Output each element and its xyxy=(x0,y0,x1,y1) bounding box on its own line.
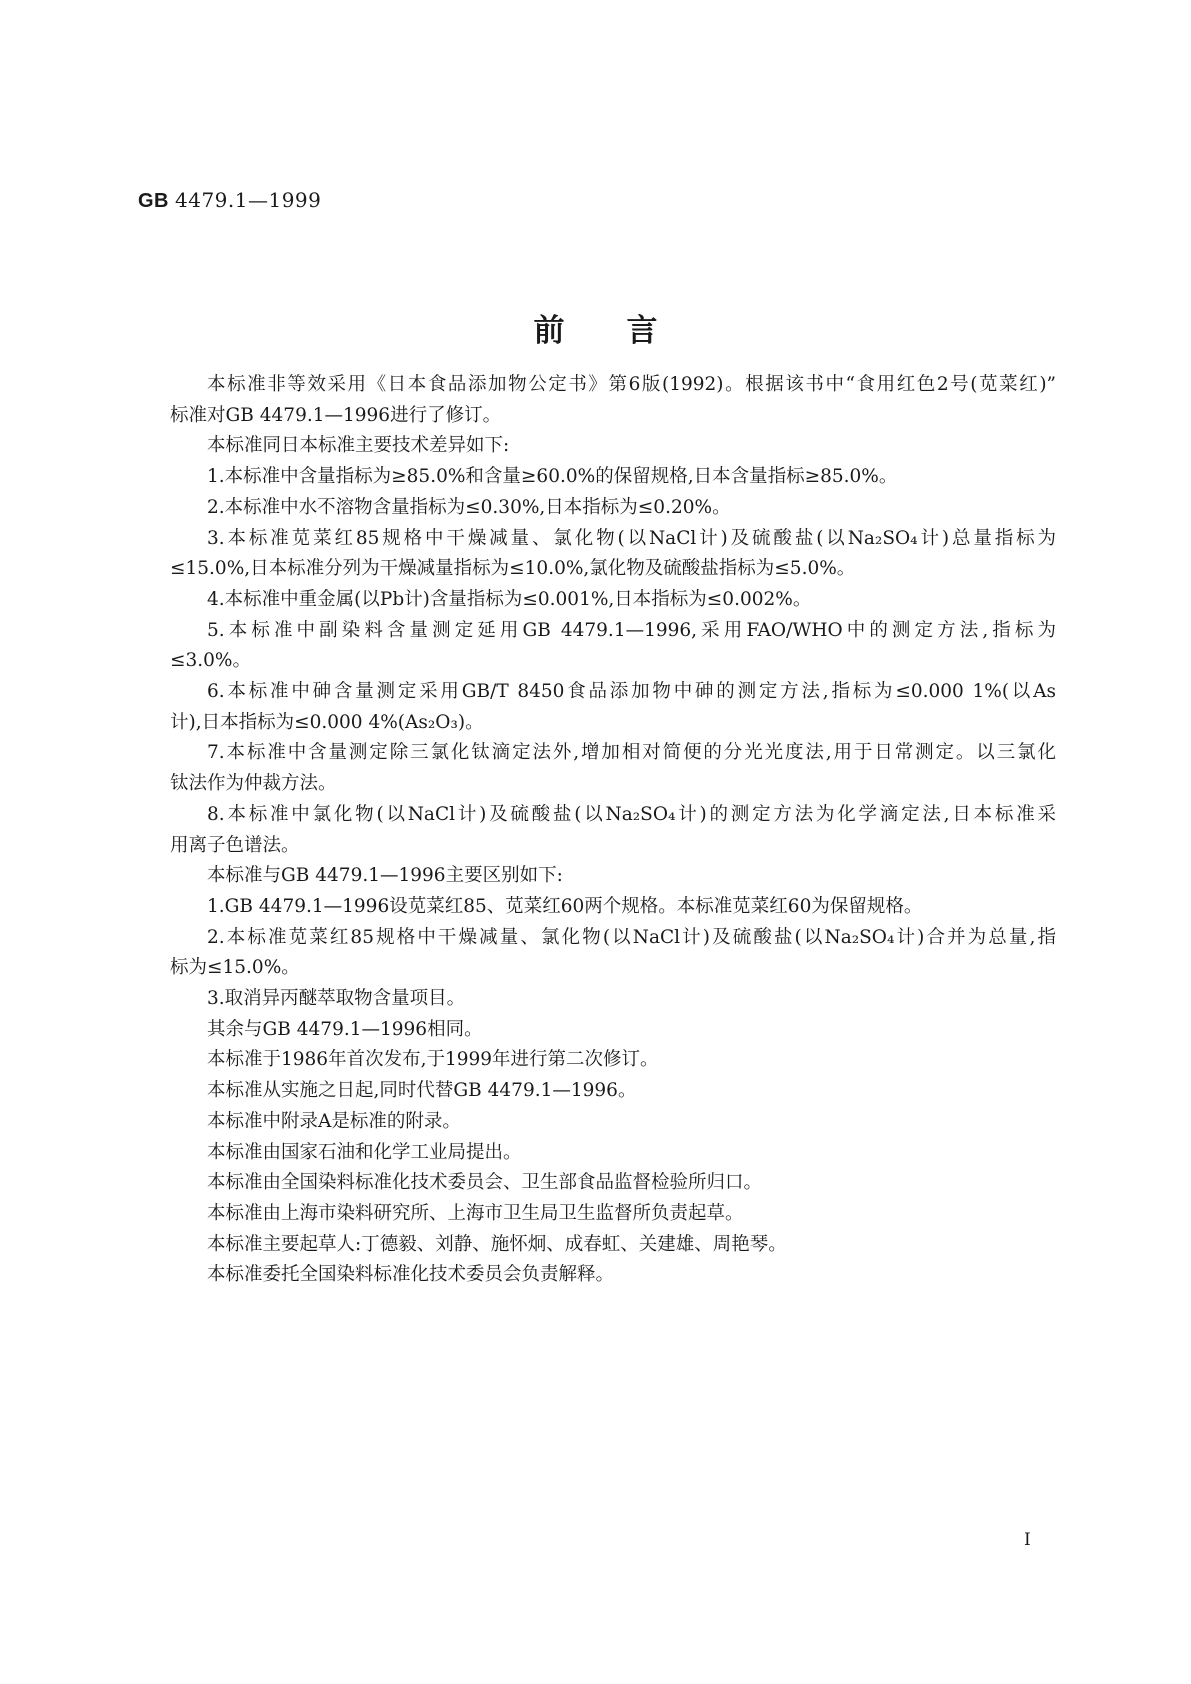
paragraph: 本标准由上海市染料研究所、上海市卫生局卫生监督所负责起草。 xyxy=(207,1202,744,1224)
page-number: I xyxy=(1024,1530,1031,1550)
paragraph xyxy=(170,677,1056,738)
paragraph-line: 2.本标准苋菜红85规格中干燥减量、氯化物(以NaCl计)及硫酸盐(以Na₂SO₄计)合并为总量,指 xyxy=(207,926,1056,948)
paragraph: 4.本标准中重金属(以Pb计)含量指标为≤0.001%,日本指标为≤0.002%。 xyxy=(207,588,812,610)
paragraph-line: 用离子色谱法。 xyxy=(170,834,300,856)
paragraph: 本标准与GB 4479.1—1996主要区别如下: xyxy=(207,865,563,887)
paragraph: 1.GB 4479.1—1996设苋菜红85、苋菜红60两个规格。本标准苋菜红60为保留规格。 xyxy=(207,895,923,917)
paragraph xyxy=(170,370,1056,431)
paragraph xyxy=(170,524,1056,585)
paragraph-line: 标为≤15.0%。 xyxy=(170,957,300,979)
paragraph: 1.本标准中含量指标为≥85.0%和含量≥60.0%的保留规格,日本含量指标≥85.0%。 xyxy=(207,466,898,488)
paragraph: 本标准于1986年首次发布,于1999年进行第二次修订。 xyxy=(207,1049,659,1071)
paragraph-line: 计),日本指标为≤0.000 4%(As₂O₃)。 xyxy=(170,711,484,733)
paragraph: 2.本标准中水不溶物含量指标为≤0.30%,日本指标为≤0.20%。 xyxy=(207,496,731,518)
paragraph: 本标准由国家石油和化学工业局提出。 xyxy=(207,1141,522,1163)
page-title: 前言 xyxy=(533,313,720,349)
paragraph: 本标准从实施之日起,同时代替GB 4479.1—1996。 xyxy=(207,1080,637,1102)
paragraph xyxy=(170,800,1056,861)
paragraph xyxy=(170,923,1056,984)
paragraph: 其余与GB 4479.1—1996相同。 xyxy=(207,1018,483,1040)
paragraph xyxy=(170,738,1056,799)
standard-number xyxy=(138,188,321,213)
paragraph xyxy=(170,616,1056,677)
paragraph-line: ≤15.0%,日本标准分列为干燥减量指标为≤10.0%,氯化物及硫酸盐指标为≤5.0%。 xyxy=(170,558,856,580)
paragraph: 本标准主要起草人:丁德毅、刘静、施怀炯、成春虹、关建雄、周艳琴。 xyxy=(207,1233,787,1255)
paragraph-line: 钛法作为仲裁方法。 xyxy=(170,773,337,795)
paragraph-line: 6.本标准中砷含量测定采用GB/T 8450食品添加物中砷的测定方法,指标为≤0.000 1%(以As xyxy=(207,681,1056,703)
paragraph: 3.取消异丙醚萃取物含量项目。 xyxy=(207,988,466,1010)
standard-code: 4479.1—1999 xyxy=(175,188,322,212)
foreword-body xyxy=(170,370,1056,1291)
paragraph: 本标准同日本标准主要技术差异如下: xyxy=(207,435,510,457)
paragraph: 本标准由全国染料标准化技术委员会、卫生部食品监督检验所归口。 xyxy=(207,1172,763,1194)
paragraph-line: 8.本标准中氯化物(以NaCl计)及硫酸盐(以Na₂SO₄计)的测定方法为化学滴定法,日本标准采 xyxy=(207,803,1056,825)
paragraph-line: ≤3.0%。 xyxy=(170,650,252,672)
paragraph-line: 7.本标准中含量测定除三氯化钛滴定法外,增加相对简便的分光光度法,用于日常测定。以三氯化 xyxy=(207,742,1056,764)
paragraph-line: 本标准非等效采用《日本食品添加物公定书》第6版(1992)。根据该书中“食用红色2号(苋菜红)” xyxy=(207,374,1056,395)
paragraph-line: 标准对GB 4479.1—1996进行了修订。 xyxy=(170,404,502,426)
standard-prefix: GB xyxy=(138,190,169,212)
paragraph: 本标准委托全国染料标准化技术委员会负责解释。 xyxy=(207,1264,615,1286)
paragraph-line: 5.本标准中副染料含量测定延用GB 4479.1—1996,采用FAO/WHO中的测定方法,指标为 xyxy=(207,619,1056,641)
paragraph-line: 3.本标准苋菜红85规格中干燥减量、氯化物(以NaCl计)及硫酸盐(以Na₂SO₄计)总量指标为 xyxy=(207,527,1056,549)
paragraph: 本标准中附录A是标准的附录。 xyxy=(207,1110,461,1132)
